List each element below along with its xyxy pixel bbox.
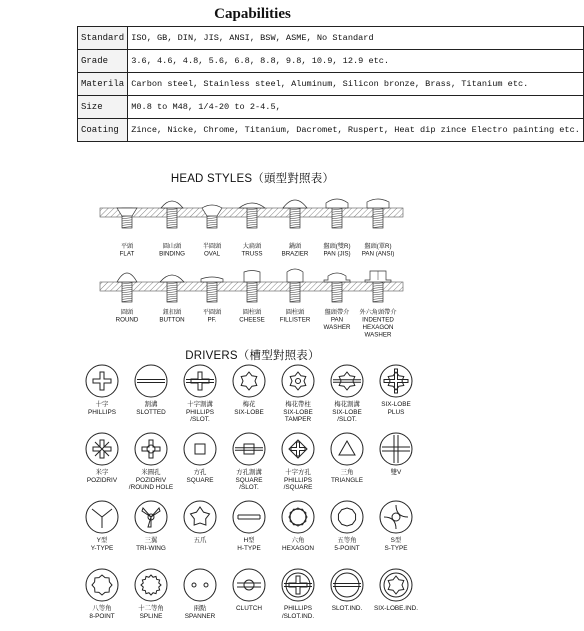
head-label: BUTTON — [159, 316, 185, 324]
head-label: BRAZIER — [281, 250, 309, 258]
driver-label: 雙V — [390, 469, 402, 476]
head-label: WASHER — [323, 324, 351, 331]
row-key: Materila — [78, 73, 128, 96]
driver-six-lobe-ind — [367, 568, 425, 613]
phillips-slot-ind-icon — [281, 568, 315, 602]
triangle-icon — [330, 432, 364, 466]
driver-six-lobe-plus — [367, 364, 425, 416]
head-label: CHEESE — [239, 316, 265, 324]
driver-label: 十字方孔 PHILLIPS /SQUARE — [283, 469, 313, 492]
slot-ind-icon — [330, 568, 364, 602]
head-label: 圓柱頭 — [242, 309, 262, 316]
driver-label: CLUTCH — [236, 605, 262, 612]
pozidriv-icon — [85, 432, 119, 466]
head-label: 圓頭 — [120, 309, 134, 316]
hexagon-icon — [281, 500, 315, 534]
driver-label: Y型 Y-TYPE — [90, 537, 114, 552]
head-label: FLAT — [119, 250, 135, 258]
head-styles-diagram — [0, 186, 505, 342]
driver-label: PHILLIPS /SLOT.IND. — [281, 605, 315, 620]
head-label: 圓山頭 — [162, 243, 182, 250]
six-lobe-icon — [232, 364, 266, 398]
driver-s-type — [367, 500, 425, 552]
capabilities-title: Capabilities — [214, 6, 291, 22]
screw-head-flat — [117, 208, 137, 228]
head-row-2 — [116, 269, 398, 339]
table-row — [78, 119, 584, 142]
driver-label: S型 S-TYPE — [384, 537, 408, 552]
capabilities-table — [77, 26, 584, 142]
eight-point-icon — [85, 568, 119, 602]
row-value: Zince, Nicke, Chrome, Titanium, Dacromet, Ruspert, Heat dip zince Electro painting etc. — [128, 119, 584, 142]
driver-label: 梅花 SIX-LOBE — [234, 401, 264, 416]
row-value: ISO, GB, DIN, JIS, ANSI, BSW, ASME, No Standard — [128, 27, 584, 50]
six-lobe-ind-icon — [379, 568, 413, 602]
driver-label: 割溝 SLOTTED — [136, 401, 166, 416]
head-label: TRUSS — [241, 250, 263, 258]
table-row — [78, 50, 584, 73]
phillips-square-icon — [281, 432, 315, 466]
drivers-title: DRIVERS（槽型對照表） — [185, 350, 320, 362]
head-label: 外六角頭帶介 — [359, 309, 397, 316]
driver-label: 兩點 SPANNER — [184, 605, 216, 620]
table-row — [78, 27, 584, 50]
five-claw-icon — [183, 500, 217, 534]
row-key: Coating — [78, 119, 128, 142]
driver-label: SIX-LOBE PLUS — [381, 401, 411, 416]
row-value: 3.6, 4.6, 4.8, 5.6, 6.8, 8.8, 9.8, 10.9, 12.9 etc. — [128, 50, 584, 73]
driver-label: 方孔割溝 SQUARE /SLOT. — [235, 469, 263, 492]
head-label: BINDING — [159, 250, 185, 258]
head-label: PAN (ANSI) — [361, 250, 395, 258]
pozidriv-round-hole-icon — [134, 432, 168, 466]
head-label: PAN — [330, 316, 344, 324]
head-label: 盤頭(單R) — [364, 243, 392, 250]
driver-label: 方孔 SQUARE — [186, 469, 214, 484]
six-lobe-plus-icon — [379, 364, 413, 398]
driver-label: 六角 HEXAGON — [282, 537, 314, 552]
driver-label: 米圓孔 POZIDRIV /ROUND HOLE — [128, 469, 174, 492]
driver-label: 三角 TRIANGLE — [331, 469, 363, 484]
head-label: 圓柱頭 — [285, 309, 305, 316]
driver-label: SLOT.IND. — [331, 605, 363, 612]
drivers-grid — [85, 364, 445, 629]
table-row — [78, 73, 584, 96]
square-icon — [183, 432, 217, 466]
head-label: 盤頭(雙R) — [323, 243, 351, 250]
head-label: 半圓頭 — [202, 243, 222, 250]
six-lobe-slot-icon — [330, 364, 364, 398]
driver-label: 八等角 8-POINT — [89, 605, 115, 620]
driver-label: SIX-LOBE.IND. — [373, 605, 419, 612]
head-label: 平頭 — [120, 243, 134, 250]
head-label: 平圓頭 — [202, 309, 222, 316]
h-type-icon — [232, 500, 266, 534]
five-point-icon — [330, 500, 364, 534]
head-label: PF. — [207, 316, 217, 324]
row-key: Grade — [78, 50, 128, 73]
y-type-icon — [85, 500, 119, 534]
double-v-icon — [379, 432, 413, 466]
driver-label: 十字割溝 PHILLIPS /SLOT. — [185, 401, 215, 424]
head-styles-title: HEAD STYLES（頭型對照表） — [170, 173, 335, 185]
row-key: Size — [78, 96, 128, 119]
driver-label: 梅花帶柱 SIX-LOBE TAMPER — [283, 401, 313, 424]
phillips-slot-icon — [183, 364, 217, 398]
driver-label: 梅花割溝 SIX-LOBE /SLOT. — [332, 401, 362, 424]
row-key: Standard — [78, 27, 128, 50]
driver-label: 十字 PHILLIPS — [87, 401, 117, 416]
driver-double-v — [367, 432, 425, 477]
driver-label: 五爪 — [193, 537, 207, 544]
row-value: M0.8 to M48, 1/4-20 to 2-4.5, — [128, 96, 584, 119]
driver-label: 三翼 TRI-WING — [136, 537, 166, 552]
head-label: ROUND — [115, 316, 139, 324]
row-value: Carbon steel, Stainless steel, Aluminum, Silicon bronze, Brass, Titanium etc. — [128, 73, 584, 96]
tri-wing-icon — [134, 500, 168, 534]
head-label: WASHER — [364, 331, 392, 339]
driver-label: H型 H-TYPE — [237, 537, 261, 552]
driver-label: 十二等角 SPLINE — [138, 605, 164, 620]
clutch-icon — [232, 568, 266, 602]
head-label: HEXAGON — [362, 324, 394, 331]
head-label: 鈕扣頭 — [162, 309, 182, 316]
head-label: OVAL — [203, 250, 221, 258]
head-label: FILLISTER — [279, 316, 311, 324]
head-label: 大扁頭 — [242, 243, 262, 250]
six-lobe-tamper-icon — [281, 364, 315, 398]
head-label: INDENTED — [362, 316, 394, 324]
slotted-icon — [134, 364, 168, 398]
phillips-icon — [85, 364, 119, 398]
head-label: 鍋頭 — [288, 243, 302, 250]
driver-label: 米字 POZIDRIV — [86, 469, 118, 484]
head-label: PAN (JIS) — [323, 250, 351, 258]
s-type-icon — [379, 500, 413, 534]
driver-label: 五等角 5-POINT — [334, 537, 360, 552]
table-row — [78, 96, 584, 119]
spline-icon — [134, 568, 168, 602]
head-label: 盤頭帶介 — [324, 309, 350, 316]
square-slot-icon — [232, 432, 266, 466]
spanner-icon — [183, 568, 217, 602]
